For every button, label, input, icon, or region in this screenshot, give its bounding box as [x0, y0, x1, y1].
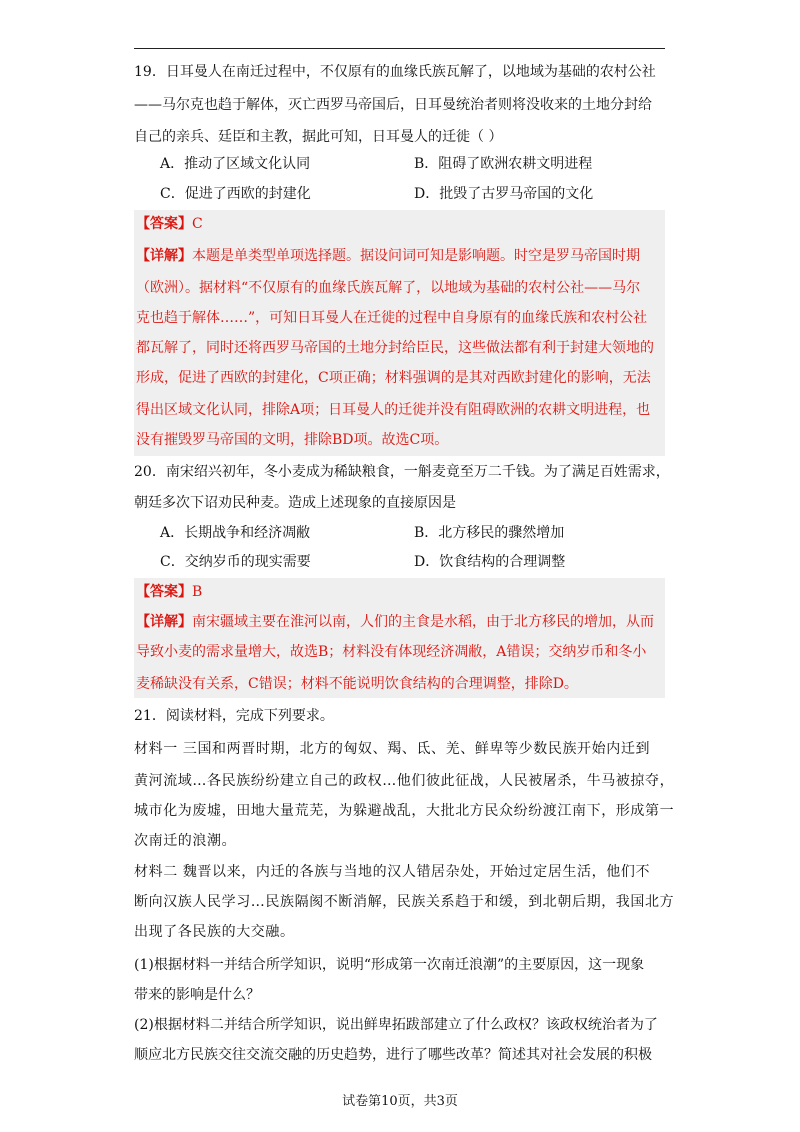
detail-text: 本题是单类型单项选择题。据设问词可知是影响题。时空是罗马帝国时期: [192, 248, 640, 264]
detail-tag: 【详解】: [136, 248, 192, 264]
q20-stem-line: 朝廷多次下诏劝民种麦。造成上述现象的直接原因是: [134, 495, 456, 511]
page-footer: 试卷第10页，共3页: [342, 1094, 458, 1109]
q19-detail-line: 得出区域文化认同，排除A项；日耳曼人的迁徙并没有阻碍欧洲的农耕文明进程，也: [136, 402, 651, 418]
q19-detail-line: 没有摧毁罗马帝国的文明，排除BD项。故选C项。: [136, 432, 449, 448]
detail-tag: 【详解】: [136, 614, 192, 630]
q19-option-a: A．推动了区域文化认同: [160, 156, 311, 172]
q20-detail-line: 麦稀缺没有关系，C错误；材料不能说明饮食结构的合理调整，排除D。: [136, 676, 578, 692]
q19-answer-box: [134, 210, 665, 456]
q19-detail-line: 形成，促进了西欧的封建化，C项正确；材料强调的是其对西欧封建化的影响，无法: [136, 370, 651, 386]
q21-question-line: 顺应北方民族交往交流交融的历史趋势，进行了哪些改革？简述其对社会发展的积极: [134, 1047, 652, 1063]
q21-question-line: (2)根据材料二并结合所学知识，说出鲜卑拓跋部建立了什么政权？该政权统治者为了: [134, 1017, 658, 1033]
q19-detail-line: [136, 246, 640, 266]
q20-option-c: C．交纳岁币的现实需要: [160, 554, 311, 570]
q19-stem-line: 自己的亲兵、廷臣和主教，据此可知，日耳曼人的迁徙（ ）: [134, 129, 503, 145]
q19-detail-line: （欧洲）。据材料“不仅原有的血缘氏族瓦解了，以地域为基础的农村公社——马尔: [136, 280, 641, 296]
q19-detail-line: 克也趋于解体……”，可知日耳曼人在迁徙的过程中自身原有的血缘氏族和农村公社: [136, 310, 648, 326]
q21-question-line: 带来的影响是什么？: [134, 987, 260, 1003]
q19-detail-line: 都瓦解了，同时还将西罗马帝国的土地分封给臣民，这些做法都有利于封建大领地的: [136, 340, 654, 356]
q20-answer-box: [134, 578, 665, 698]
material1-line: 黄河流域…各民族纷纷建立自己的政权…他们彼此征战，人民被屠杀，牛马被掠夺，: [134, 773, 675, 789]
q20-detail-line: 导致小麦的需求量增大，故选B；材料没有体现经济凋敝，A错误；交纳岁币和冬小: [136, 644, 647, 660]
q20-option-a: A．长期战争和经济凋敝: [160, 525, 311, 541]
material2-line: 出现了各民族的大交融。: [134, 924, 295, 940]
q20-option-d: D．饮食结构的合理调整: [414, 554, 566, 570]
material2-line: 断向汉族人民学习…民族隔阂不断消解，民族关系趋于和缓，到北朝后期，我国北方: [134, 894, 675, 910]
q20-option-b: B．北方移民的骤然增加: [414, 525, 565, 541]
detail-text: 南宋疆域主要在淮河以南，人们的主食是水稻，由于北方移民的增加，从而: [192, 614, 654, 630]
q20-answer: [136, 582, 202, 602]
q19-answer: [136, 214, 203, 234]
material1-line: 材料一 三国和两晋时期，北方的匈奴、羯、氐、羌、鲜卑等少数民族开始内迁到: [134, 741, 651, 757]
material2-line: 材料二 魏晋以来，内迁的各族与当地的汉人错居杂处，开始过定居生活，他们不: [134, 864, 651, 880]
answer-value: C: [192, 216, 203, 232]
material1-line: 次南迁的浪潮。: [134, 833, 237, 849]
q19-stem-line: 19．日耳曼人在南迁过程中，不仅原有的血缘氏族瓦解了，以地域为基础的农村公社: [134, 64, 656, 80]
q21-question-line: (1)根据材料一并结合所学知识，说明“形成第一次南迁浪潮”的主要原因，这一现象: [134, 957, 645, 973]
q19-option-c: C．促进了西欧的封建化: [160, 186, 311, 202]
header-rule: [134, 48, 665, 49]
answer-tag: 【答案】: [136, 216, 192, 232]
q20-stem-line: 20．南宋绍兴初年，冬小麦成为稀缺粮食，一斛麦竟至万二千钱。为了满足百姓需求，: [134, 464, 670, 480]
answer-value: B: [192, 584, 203, 600]
material1-line: 城市化为废墟，田地大量荒芜，为躲避战乱，大批北方民众纷纷渡江南下，形成第一: [134, 803, 675, 819]
answer-tag: 【答案】: [136, 584, 192, 600]
q19-stem-line: ——马尔克也趋于解体，灭亡西罗马帝国后，日耳曼统治者则将没收来的土地分封给: [134, 97, 652, 113]
q20-detail-line: [136, 612, 654, 632]
q21-intro: 21．阅读材料，完成下列要求。: [134, 708, 334, 724]
q19-option-d: D．批毁了古罗马帝国的文化: [414, 186, 594, 202]
q19-option-b: B．阻碍了欧洲农耕文明进程: [414, 156, 593, 172]
